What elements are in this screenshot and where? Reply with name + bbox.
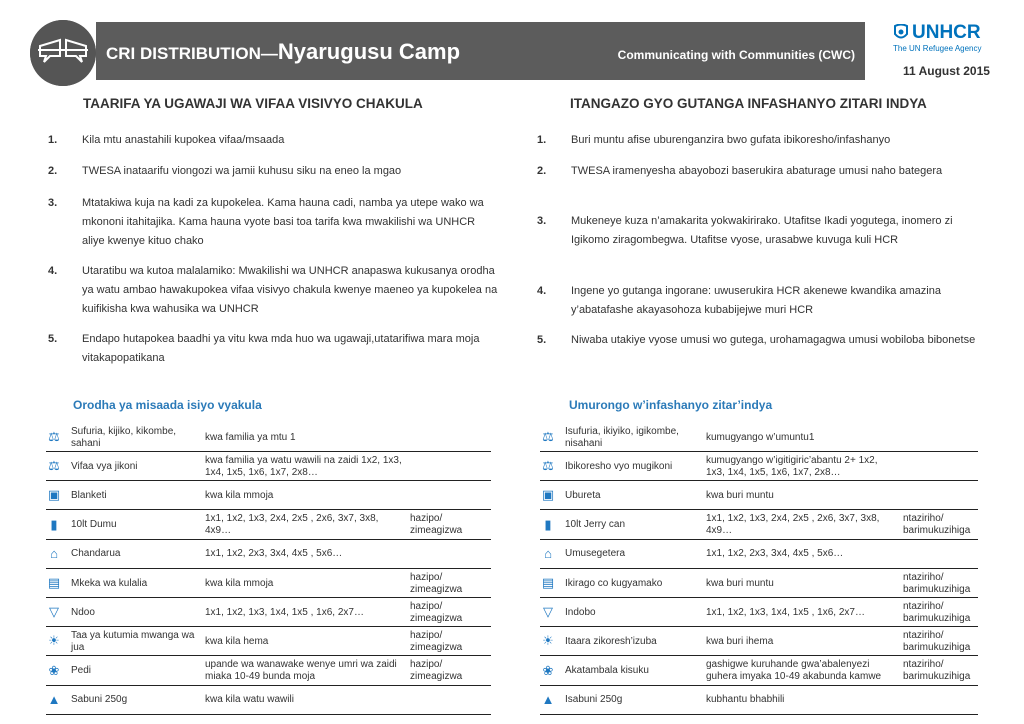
item-quantity: kubhantu bhabhili — [706, 694, 785, 706]
table-row — [540, 598, 978, 627]
sleeping-mat-icon: ▤ — [541, 575, 555, 590]
item-number: 2. — [537, 165, 547, 177]
item-name: Akatambala kisuku — [565, 665, 649, 677]
item-text: Niwaba utakiye vyose umusi wo gutega, urohamagagwa umusi wobiloba bibonetse — [571, 334, 976, 346]
blanket-icon: ▣ — [541, 487, 555, 503]
item-name: Indobo — [565, 606, 596, 618]
sanitary-pad-icon: ❀ — [542, 662, 554, 678]
item-note: ntaziriho/ barimukuzihiga — [903, 600, 971, 624]
table-row — [46, 569, 491, 598]
item-text: TWESA iramenyesha abayobozi baserukira abaturage umusi naho bategera — [571, 165, 943, 177]
item-text: TWESA inataarifu viongozi wa jamii kuhusu siku na eneo la mgao — [82, 165, 402, 177]
item-note: ntaziriho/ barimukuzihiga — [903, 659, 971, 683]
item-name: Chandarua — [71, 548, 121, 560]
bucket-icon: ▽ — [543, 604, 553, 620]
item-quantity: kwa familia ya mtu 1 — [205, 431, 296, 443]
item-name: 10lt Jerry can — [565, 519, 626, 531]
item-quantity: upande wa wanawake wenye umri wa zaidi miaka 10-49 bunda moja — [205, 659, 397, 683]
left-subheading: Orodha ya misaada isiyo vyakula — [73, 398, 262, 412]
item-quantity: 1x1, 1x2, 2x3, 3x4, 4x5 , 5x6… — [706, 548, 844, 560]
item-number: 3. — [48, 197, 58, 209]
left-heading: TAARIFA YA UGAWAJI WA VIFAA VISIVYO CHAKULA — [83, 96, 423, 111]
table-row — [540, 569, 978, 598]
item-note: ntaziriho/ barimukuzihiga — [903, 571, 971, 595]
item-number: 2. — [48, 165, 58, 177]
page-title — [106, 39, 460, 65]
item-note — [903, 423, 978, 452]
table-row — [540, 686, 978, 715]
item-text: Mtatakiwa kuja na kadi za kupokelea. Kama hauna cadi, namba ya utepe wako wa mkononi itahitajika. Kama hauna vyote basi toa tarifa kwa mwakilishi wa UNHCR aliye kwenye kituo chako — [82, 197, 484, 247]
jerry-can-icon: ▮ — [50, 516, 58, 532]
unhcr-emblem-icon — [893, 24, 909, 40]
item-quantity: kwa kila mmoja — [205, 489, 274, 501]
kitchen-set-icon: ⚖ — [542, 458, 554, 474]
table-row — [540, 452, 978, 481]
item-note — [410, 423, 491, 452]
item-name: Umusegetera — [565, 548, 626, 560]
kitchen-set-icon: ⚖ — [542, 429, 554, 444]
item-number: 4. — [48, 265, 58, 277]
item-note: hazipo/ zimeagizwa — [410, 600, 463, 624]
item-quantity: kumugyango w’igitigiric’abantu 2+ 1x2, 1x3, 1x4, 1x5, 1x6, 1x7, 2x8… — [706, 454, 878, 478]
speech-bubbles-icon — [30, 20, 96, 86]
table-row — [46, 423, 491, 452]
item-text: Utaratibu wa kutoa malalamiko: Mwakilishi wa UNHCR anapaswa kukusanya orodha ya watu ambao hawakupokea vifaa visivyo chakula kwenye maeneo ya kupokelea na kuifikisha kwa wahusika wa UNHCR — [82, 265, 498, 315]
table-row — [46, 452, 491, 481]
item-name: 10lt Dumu — [71, 519, 117, 531]
item-quantity: kwa familia ya watu wawili na zaidi 1x2, 1x3, 1x4, 1x5, 1x6, 1x7, 2x8… — [205, 454, 402, 478]
table-row — [46, 511, 491, 540]
item-note: hazipo/ zimeagizwa — [410, 513, 463, 537]
mosquito-net-icon: ⌂ — [544, 545, 552, 561]
item-quantity: kumugyango w’umuntu1 — [706, 431, 815, 443]
item-note: hazipo/ zimeagizwa — [410, 571, 463, 595]
item-number: 5. — [48, 333, 58, 345]
item-note: ntaziriho/ barimukuzihiga — [903, 629, 971, 653]
blanket-icon: ▣ — [47, 487, 61, 503]
right-subheading: Umurongo w’infashanyo zitar’indya — [569, 398, 773, 412]
jerry-can-icon: ▮ — [544, 516, 552, 532]
item-name: Ibikoresho vyo mugikoni — [565, 460, 673, 472]
item-quantity: gashigwe kuruhande gwa’abalenyezi guhera imyaka 10-49 akabunda kamwe — [706, 659, 882, 683]
table-row — [46, 686, 491, 715]
title-banner — [96, 22, 865, 80]
kitchen-set-icon: ⚖ — [48, 429, 60, 444]
item-name: Isabuni 250g — [565, 694, 623, 706]
soap-icon: ▲ — [541, 691, 555, 707]
item-name: Ikirago co kugyamako — [565, 577, 663, 589]
item-quantity: kwa kila mmoja — [205, 577, 274, 589]
table-row — [46, 540, 491, 569]
item-name: Taa ya kutumia mwanga wa jua — [71, 629, 195, 653]
item-name: Pedi — [71, 665, 92, 677]
item-name: Ubureta — [565, 489, 601, 501]
table-row — [540, 511, 978, 540]
cwc-logo — [30, 20, 96, 86]
table-row — [540, 627, 978, 656]
item-name: Itaara zikoresh’izuba — [565, 635, 657, 647]
table-row — [46, 627, 491, 656]
item-note — [410, 452, 491, 481]
item-number: 1. — [48, 134, 58, 146]
item-text: Buri muntu afise uburenganzira bwo gufata ibikoresho/infashanyo — [571, 134, 891, 146]
item-note: hazipo/ zimeagizwa — [410, 659, 463, 683]
solar-lamp-icon: ☀ — [48, 633, 60, 649]
item-name: Sabuni 250g — [71, 694, 128, 706]
item-quantity: kwa kila watu wawili — [205, 694, 294, 706]
item-number: 3. — [537, 215, 547, 227]
title-prefix: CRI DISTRIBUTION— — [106, 44, 278, 63]
soap-icon: ▲ — [47, 691, 61, 707]
item-quantity: 1x1, 1x2, 2x3, 3x4, 4x5 , 5x6… — [205, 548, 343, 560]
date-label: 11 August 2015 — [903, 64, 990, 78]
item-name: Blanketi — [71, 489, 107, 501]
bucket-icon: ▽ — [49, 604, 59, 620]
mosquito-net-icon: ⌂ — [50, 545, 58, 561]
unhcr-subtitle: The UN Refugee Agency — [893, 44, 982, 53]
item-note — [903, 481, 978, 510]
item-note — [903, 686, 978, 715]
sleeping-mat-icon: ▤ — [47, 575, 61, 590]
table-row — [540, 540, 978, 569]
solar-lamp-icon: ☀ — [542, 633, 554, 649]
item-name: Mkeka wa kulalia — [71, 577, 148, 589]
title-camp: Nyarugusu Camp — [277, 39, 461, 64]
cwc-label: Communicating with Communities (CWC) — [617, 48, 855, 62]
item-note: hazipo/ zimeagizwa — [410, 629, 463, 653]
item-text: Kila mtu anastahili kupokea vifaa/msaada — [82, 134, 285, 146]
item-quantity: kwa buri ihema — [706, 635, 774, 647]
table-row — [540, 657, 978, 686]
item-name: Sufuria, kijiko, kikombe, sahani — [71, 425, 177, 449]
item-quantity: 1x1, 1x2, 1x3, 2x4, 2x5 , 2x6, 3x7, 3x8, 4x9… — [205, 513, 379, 537]
item-number: 1. — [537, 134, 547, 146]
item-note — [410, 540, 491, 569]
item-name: Ndoo — [71, 606, 95, 618]
item-note — [903, 452, 978, 481]
item-quantity: kwa kila hema — [205, 635, 269, 647]
right-heading: ITANGAZO GYO GUTANGA INFASHANYO ZITARI INDYA — [570, 96, 927, 111]
table-row — [540, 481, 978, 510]
table-row — [46, 481, 491, 510]
item-note — [903, 540, 978, 569]
unhcr-logo — [893, 22, 1003, 56]
item-number: 4. — [537, 285, 547, 297]
item-note — [410, 686, 491, 715]
kitchen-set-icon: ⚖ — [48, 458, 60, 474]
item-text: Mukeneye kuza n’amakarita yokwakirirako. Utafitse Ikadi yogutega, inomero zi Igikomo ziragombegwa. Utafitse vyose, urasabwe kuvuga kuli HCR — [571, 215, 953, 246]
table-row — [540, 423, 978, 452]
item-quantity: 1x1, 1x2, 1x3, 2x4, 2x5 , 2x6, 3x7, 3x8, 4x9… — [706, 513, 880, 537]
item-quantity: kwa buri muntu — [706, 489, 774, 501]
table-row — [46, 598, 491, 627]
item-name: Vifaa vya jikoni — [71, 460, 138, 472]
item-note — [410, 481, 491, 510]
item-note: ntaziriho/ barimukuzihiga — [903, 513, 971, 537]
item-name: Isufuria, ikiyiko, igikombe, nisahani — [565, 425, 679, 449]
unhcr-name: UNHCR — [912, 22, 981, 43]
item-text: Ingene yo gutanga ingorane: uwuserukira HCR akenewe kwandika amazina y’abatafashe akayasohoza kubabijejwe muri HCR — [571, 285, 941, 316]
item-quantity: kwa buri muntu — [706, 577, 774, 589]
item-quantity: 1x1, 1x2, 1x3, 1x4, 1x5 , 1x6, 2x7… — [706, 606, 865, 618]
item-text: Endapo hutapokea baadhi ya vitu kwa mda huo wa ugawaji,utatarifiwa mara moja vitakapopatikana — [82, 333, 480, 364]
table-row — [46, 657, 491, 686]
sanitary-pad-icon: ❀ — [48, 662, 60, 678]
item-number: 5. — [537, 334, 547, 346]
item-quantity: 1x1, 1x2, 1x3, 1x4, 1x5 , 1x6, 2x7… — [205, 606, 364, 618]
